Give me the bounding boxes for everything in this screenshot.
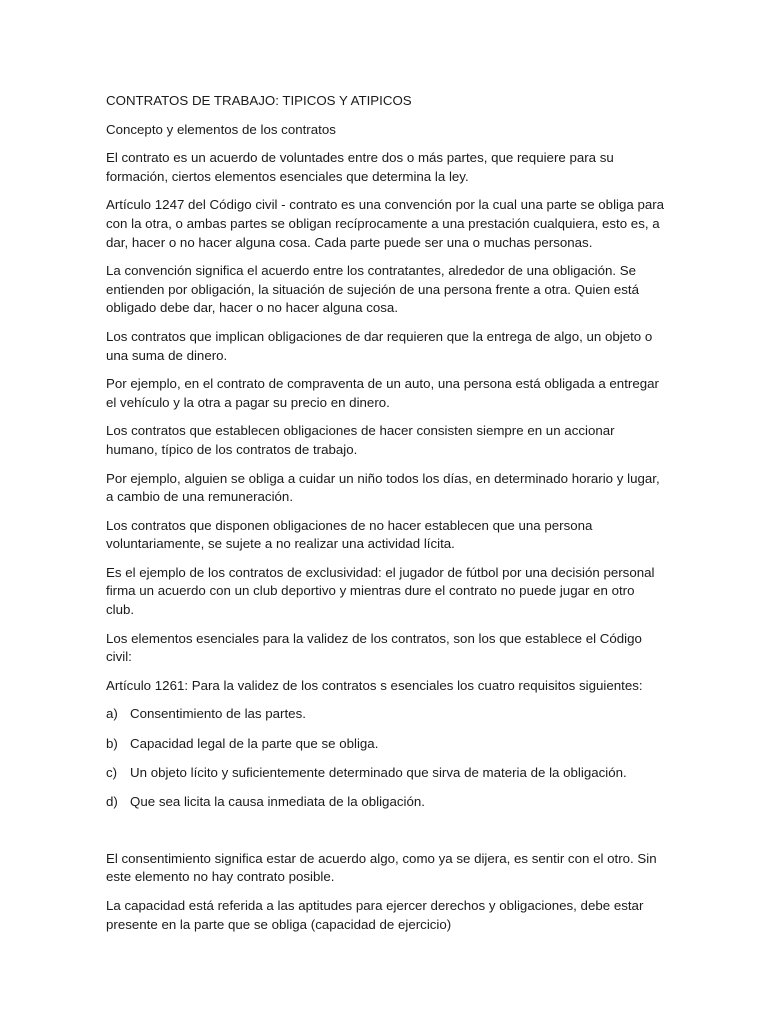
list-marker: b)	[106, 735, 118, 751]
list-marker: c)	[106, 764, 118, 780]
list-item	[106, 705, 666, 724]
document-subtitle: Concepto y elementos de los contratos	[106, 121, 336, 137]
paragraph: Los contratos que implican obligaciones de dar requieren que la entrega de algo, un objeto o una suma de dinero.	[106, 328, 653, 363]
paragraph: El contrato es un acuerdo de voluntades entre dos o más partes, que requiere para su formación, ciertos elementos esenciales que determina la ley.	[106, 150, 614, 184]
list-item-text: Un objeto lícito y suficientemente determinado que sirva de materia de la obligación.	[130, 764, 627, 780]
list-marker: d)	[106, 793, 118, 809]
document-title: CONTRATOS DE TRABAJO: TIPICOS Y ATIPICOS	[106, 93, 412, 108]
list-item-text: Capacidad legal de la parte que se obliga.	[130, 735, 379, 751]
paragraph: La capacidad está referida a las aptitudes para ejercer derechos y obligaciones, debe estar presente en la parte que se obliga (capacidad de ejercicio)	[106, 898, 644, 932]
paragraph: Artículo 1261: Para la validez de los contratos s esenciales los cuatro requisitos siguientes:	[106, 677, 643, 693]
paragraph: Artículo 1247 del Código civil - contrato es una convención por la cual una parte se obliga para con la otra, o ambas partes se obligan recíprocamente a una prestación cualquiera, esto es, a dar, hacer o no hacer alguna cosa. Cada parte puede ser una o muchas personas.	[106, 197, 665, 250]
paragraph: Por ejemplo, en el contrato de compraventa de un auto, una persona está obligada a entregar el vehículo y la otra a pagar su precio en dinero.	[106, 376, 659, 410]
list-item	[106, 764, 666, 783]
list-marker: a)	[106, 706, 118, 722]
paragraph: La convención significa el acuerdo entre los contratantes, alrededor de una obligación. Se entienden por obligación, la situación de sujeción de una persona frente a otra. Quien está obligado debe dar, hacer o no hacer alguna cosa.	[106, 263, 639, 316]
list-item-text: Que sea licita la causa inmediata de la obligación.	[130, 793, 425, 809]
list-item	[106, 793, 666, 812]
paragraph: Los elementos esenciales para la validez de los contratos, son los que establece el Código civil:	[106, 630, 642, 665]
paragraph: Los contratos que disponen obligaciones de no hacer establecen que una persona voluntariamente, se sujete a no realizar una actividad lícita.	[106, 517, 593, 552]
paragraph: Los contratos que establecen obligaciones de hacer consisten siempre en un accionar humano, típico de los contratos de trabajo.	[106, 423, 615, 457]
list-item-text: Consentimiento de las partes.	[130, 706, 306, 722]
paragraph: Es el ejemplo de los contratos de exclusividad: el jugador de fútbol por una decisión personal firma un acuerdo con un club deportivo y mientras dure el contrato no puede jugar en otro club.	[106, 564, 655, 618]
spacer	[106, 822, 666, 850]
paragraph: El consentimiento significa estar de acuerdo algo, como ya se dijera, es sentir con el otro. Sin este elemento no hay contrato posible.	[106, 850, 657, 885]
list-item	[106, 735, 666, 754]
document-body	[106, 92, 666, 944]
paragraph: Por ejemplo, alguien se obliga a cuidar un niño todos los días, en determinado horario y lugar, a cambio de una remuneración.	[106, 470, 660, 505]
